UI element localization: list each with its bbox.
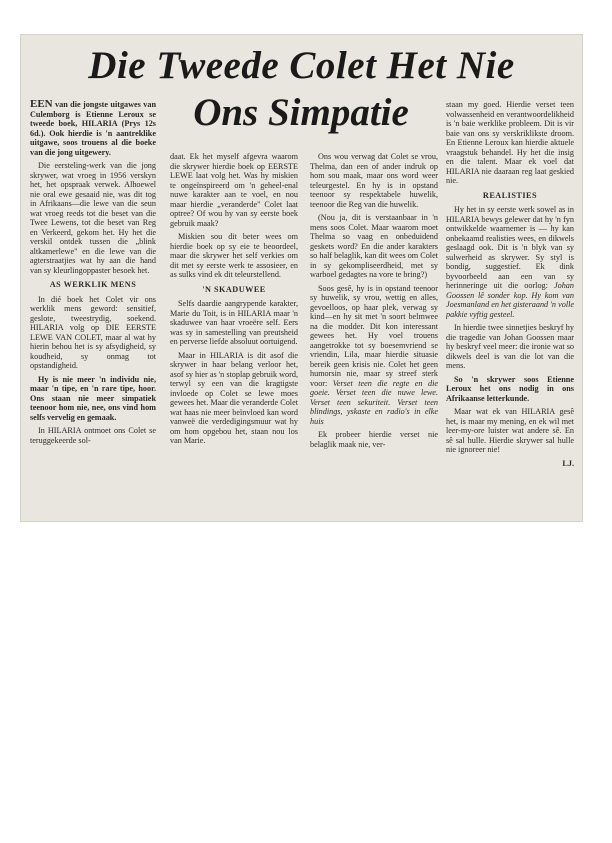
article-column-4: [446, 100, 574, 520]
paragraph: Ons wou verwag dat Colet se vrou, Thelma, dan een of ander indruk op hom sou maak, maar ons word weer teleurgestel. En hy is in opstand teenoor sy respektabele huwelik, teenoor die Reg van die huwelik.: [310, 152, 438, 209]
paragraph: Maar wat ek van HILARIA gesê het, is maar my mening, en ek wil met leer-my-ore luister wat andere sê. En sê sal hulle. Hierdie skrywer sal hulle nie ignoreer nie!: [446, 407, 574, 454]
paragraph-bold: So 'n skrywer soos Etienne Leroux het ons nodig in ons Afrikaanse letterkunde.: [446, 374, 574, 403]
paragraph: Miskien sou dit beter wees om hierdie boek op sy eie te beoordeel, maar die skrywer het self verkies om dit met sy eerste werk te assosieer, en as sulks vind ek dit teleurstellend.: [170, 232, 298, 279]
italic-quote: Johan Goossen lê sonder kop. Hy kom van Joesmanland en het gisteraand 'n volle pakkie vyftig gesteel.: [446, 281, 574, 319]
article-column-3: [310, 152, 438, 517]
paragraph: [30, 100, 156, 157]
newspaper-clipping: [20, 34, 583, 522]
paragraph: Maar in HILARIA is dit asof die skrywer in haar belang verloor het, asof sy hier as 'n stoplap gebruik word, terwyl sy een van die kragtigste invloede op Colet se lewe moes gewees het. Maar die veranderde Colet wat haas nie meer beïnvloed kan word vanweë die verdedigingsmuur wat hy om hom opgebou het, staan nou los van Marie.: [170, 350, 298, 445]
italic-quote: Verset teen die regte en die goeie. Verset teen die nuwe lewe. Verset teen sekuriteit. Verset teen blindings, yskaste en radio's in elke huis: [310, 378, 438, 426]
paragraph: staan my goed. Hierdie verset teen volwassenheid en verantwoordelikheid is 'n baie werklike probleem. Dit is vir baie van ons sy verskriklikste droom. En Etienne Leroux kan hierdie aktuele vraagstuk behandel. Hy het die insig en die talent. Maar ek voel dat HILARIA nie daaraan reg laat geskied nie.: [446, 100, 574, 185]
paragraph: Ek probeer hierdie verset nie belaglik maak nie, ver-: [310, 430, 438, 449]
subheading: AS WERKLIK MENS: [49, 280, 137, 289]
paragraph: Die eersteling-werk van die jong skrywer, wat vroeg in 1956 verskyn het, het opspraak verwek. Alhoewel nie oral ewe gesaaid nie, was dit tog in Afrikaans—die lewe van die seun wat vroeg reeds tot die beset van die Twee Lewens, tot die beset van Reg en Verkeerd, gekom het. Hy het die verskil ontdek tussen die „blink altkamerlewe" en die lewe van die agterstraatjies wat hy aan die hand van sy kleurlingoppaster besoek het.: [30, 161, 156, 275]
lead-text: van die jongste uitgawes van Culemborg is Etienne Leroux se tweede boek, HILARIA (Prys 12s 6d.). Ook hierdie is 'n aantreklike uitgawe, soos trouens al die boeke van die jong uitgewery.: [30, 100, 156, 157]
headline-line1: Die Tweede Colet Het Nie: [88, 44, 515, 87]
subheading: 'N SKADUWEE: [202, 284, 266, 294]
article-column-1: [30, 100, 156, 520]
paragraph: In dié boek het Colet vir ons werklik mens geword: sensitief, geslote, tweestrydig, soekend. HILARIA volg op DIE EERSTE LEWE VAN COLET, maar al wat hy hierin behou het is sy afsydigheid, sy koudheid, sy onmag tot opstandigheid.: [30, 294, 156, 370]
paragraph: In hierdie twee sinnetjies beskryf hy die tragedie van Johan Goossen maar hy beskryf veel meer: die ironie wat so dikwels deel is van die lot van die mens.: [446, 323, 574, 370]
drop-cap: EEN: [30, 100, 53, 110]
paragraph-bold: Hy is nie meer 'n individu nie, maar 'n tipe, en 'n rare tipe, hoor. Ons staan nie meer simpatiek teenoor hom nie, nee, ons vind hom selfs vervelig en gemaak.: [30, 374, 156, 422]
article-column-2: [170, 152, 298, 452]
paragraph: [310, 284, 438, 427]
paragraph-text: Soos gesê, hy is in opstand teenoor sy huwelik, sy vrou, wettig en alles, gevoelloos, op haar plek, verwag sy kind—en hy sit met 'n soort belmwee na die modder. Dit kon interessant gewees het. Hy voel trouens aangetrokke tot sy boesemvriend se vriendin, Lila, maar hierdie situasie bereik geen krisis nie. Colet het geen humorsin nie, maar sy streef sterk voor:: [310, 283, 438, 388]
paragraph-text: Hy het in sy eerste werk sowel as in HILARIA bewys gelewer dat hy 'n fyn ontwikkelde waarnemer is — hy kan onbekaamd realisties wees, en dikwels geslaagd ook. Dit is 'n blyk van sy sulwerheid as skrywer. Sy styl is bondig, suggestief. Ek dink byvoorbeeld aan een van sy herinneringe uit die oorlog:: [446, 205, 574, 290]
subheading: REALISTIES: [482, 190, 538, 200]
paragraph: [446, 205, 574, 319]
author-initials: LJ.: [562, 458, 574, 468]
headline-line2: Ons Simpatie: [193, 91, 409, 134]
paragraph: daat. Ek het myself afgevra waarom die skrywer hierdie boek op EERSTE LEWE laat volg het. Was hy miskien te ongeïnspireerd om 'n geheel-enal nuwe karakter aan te voel, en nou maar hierdie „veranderde" Colet laat optree? Of wou hy van sy eerste boek gebruik maak?: [170, 152, 298, 228]
paragraph: (Nou ja, dit is verstaanbaar in 'n mens soos Colet. Maar waarom moet Thelma so vaag en onbeduidend geskets word? En die ander karakters so half belaglik, kan dit wees om Colet in sy gekompliseerdheid, met sy warboel gedagtes na vore te bring?): [310, 213, 438, 279]
paragraph: Selfs daardie aangrypende karakter, Marie du Toit, is in HILARIA maar 'n skaduwee van haar vroeëre self. Eers was sy in samestelling van preutsheid en perverse liefde absoluut oortuigend.: [170, 299, 298, 346]
paragraph: In HILARIA ontmoet ons Colet se teruggekeerde sol-: [30, 426, 156, 445]
